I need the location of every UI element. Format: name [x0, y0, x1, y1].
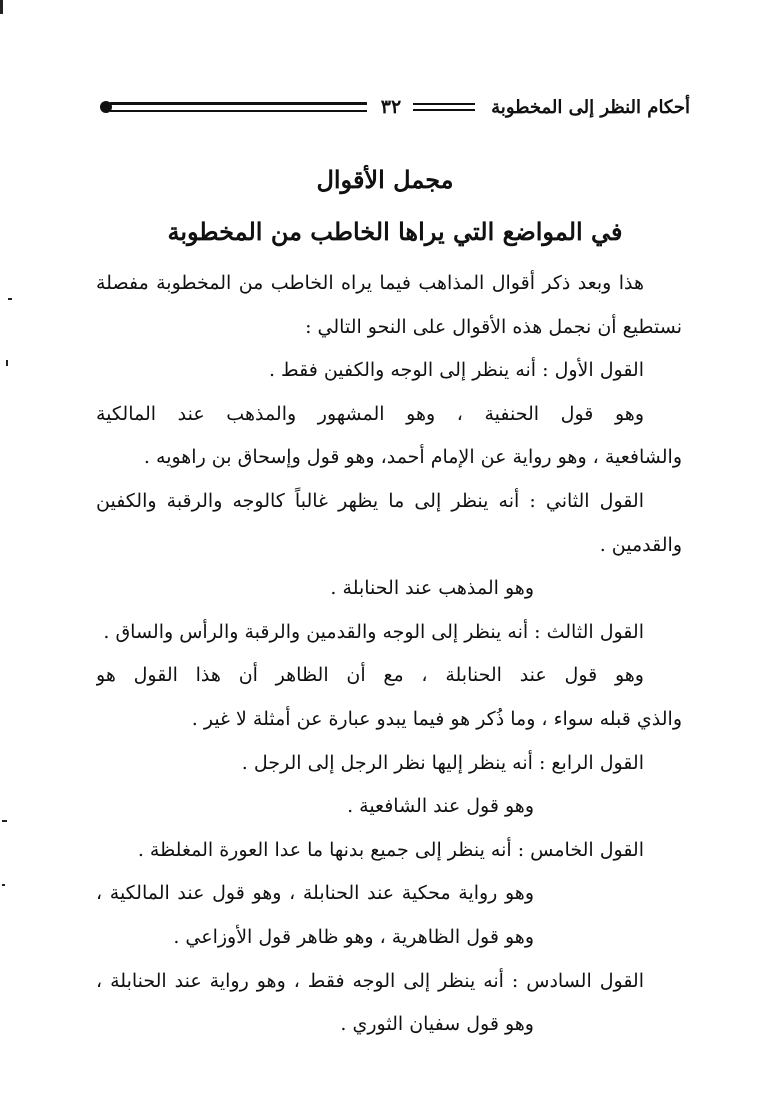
text-line: وهو المذهب عند الحنابلة .	[330, 577, 534, 600]
text-line: القول الأول : أنه ينظر إلى الوجه والكفين فقط .	[268, 359, 644, 382]
section-heading: مجمل الأقوال	[316, 165, 454, 194]
text-line: وهو قول عند الحنابلة ، مع أن الظاهر أن هذا القول هو	[96, 664, 644, 687]
page-number: ٣٢	[380, 96, 402, 118]
text-line: القول الرابع : أنه ينظر إليها نظر الرجل إلى الرجل .	[241, 751, 644, 774]
running-header	[100, 92, 690, 122]
header-rule-long	[110, 102, 367, 112]
header-title: أحكام النظر إلى المخطوبة	[491, 96, 690, 118]
text-line: القول السادس : أنه ينظر إلى الوجه فقط ، وهو رواية عند الحنابلة ،	[96, 969, 644, 992]
text-line: هذا وبعد ذكر أقوال المذاهب فيما يراه الخاطب من المخطوبة مفصلة	[96, 272, 644, 294]
scan-mark	[8, 298, 12, 300]
scan-mark	[6, 360, 8, 366]
section-subheading: في المواضع التي يراها الخاطب من المخطوبة	[167, 217, 623, 246]
text-line: والشافعية ، وهو رواية عن الإمام أحمد، وهو قول وإسحاق بن راهويه .	[143, 446, 682, 469]
scan-mark	[2, 820, 7, 822]
header-rule-short	[413, 103, 475, 111]
text-line: والقدمين .	[599, 533, 682, 556]
text-line: وهو رواية محكية عند الحنابلة ، وهو قول عند المالكية ،	[96, 882, 534, 905]
text-line: القول الخامس : أنه ينظر إلى جميع بدنها ما عدا العورة المغلظة .	[137, 838, 644, 861]
text-line: القول الثالث : أنه ينظر إلى الوجه والقدمين والرقبة والرأس والساق .	[103, 620, 644, 643]
text-line: وهو قول الظاهرية ، وهو ظاهر قول الأوزاعي .	[173, 925, 534, 948]
text-line: نستطيع أن نجمل هذه الأقوال على النحو التالي :	[305, 315, 682, 338]
body-text	[96, 262, 682, 1047]
text-line: وهو قول سفيان الثوري .	[340, 1013, 534, 1036]
text-line: والذي قبله سواء ، وما ذُكر هو فيما يبدو عبارة عن أمثلة لا غير .	[191, 707, 682, 730]
text-line: وهو قول الحنفية ، وهو المشهور والمذهب عند المالكية	[96, 402, 644, 425]
text-line: وهو قول عند الشافعية .	[347, 795, 534, 818]
scan-mark	[0, 0, 3, 14]
header-rule-end-dot	[100, 101, 112, 113]
scan-mark	[2, 884, 5, 886]
text-line: القول الثاني : أنه ينظر إلى ما يظهر غالباً كالوجه والرقبة والكفين	[96, 489, 644, 512]
